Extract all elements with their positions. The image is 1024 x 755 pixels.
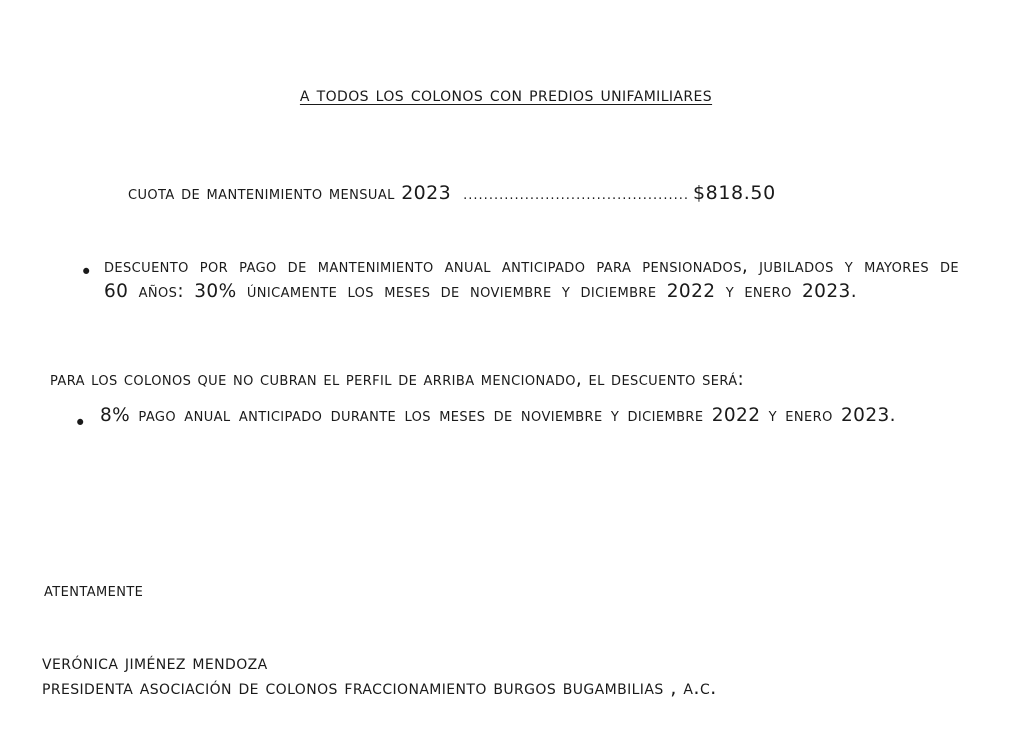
bullet-dot-icon: • xyxy=(74,411,87,435)
signer-name: verónica jiménez mendoza xyxy=(42,651,268,674)
fee-label: cuota de mantenimiento mensual 2023 xyxy=(128,182,452,204)
document-title: a todos los colonos con predios unifamiliares xyxy=(299,82,713,106)
signer-title: presidenta asociación de colonos fraccionamiento burgos bugambilias , a.c. xyxy=(42,676,717,699)
fee-leader-dots: ............................................ xyxy=(463,188,689,203)
fee-amount: $818.50 xyxy=(692,182,776,204)
signature-block xyxy=(42,650,717,700)
bullet-dot-icon: • xyxy=(80,260,93,284)
discount-paragraph-seniors: descuento por pago de mantenimiento anual anticipado para pensionados, jubilados y mayores de 60 años: 30% únicamente los meses de noviembre y diciembre 2022 y enero 2023. xyxy=(104,256,959,302)
discount-intro-paragraph: para los colonos que no cubran el perfil de arriba mencionado, el descuento será: xyxy=(50,369,745,390)
fee-line xyxy=(128,182,776,204)
closing-salutation: atentamente xyxy=(44,580,144,601)
discount-paragraph-general: 8% pago anual anticipado durante los meses de noviembre y diciembre 2022 y enero 2023. xyxy=(100,405,896,426)
